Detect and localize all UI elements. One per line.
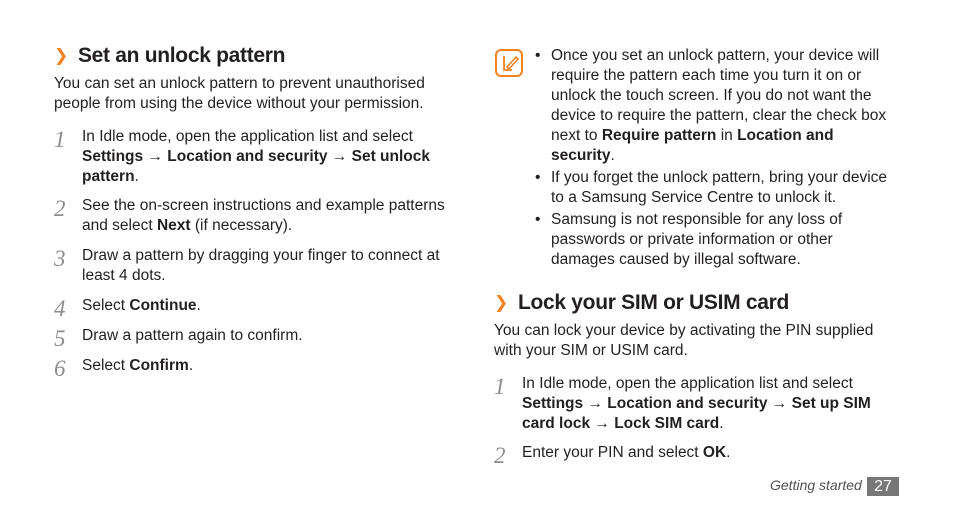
text-run: →: [143, 148, 168, 165]
text-run: .: [134, 168, 139, 185]
bold-term: Location and security: [607, 395, 768, 412]
bold-term: Set up SIM card lock: [522, 395, 871, 432]
text-run: Once you set an unlock pattern, your device will require the pattern each time you turn it on or unlock the touch screen. If you do not want the device to require the pattern, clear the check box next to: [551, 47, 887, 144]
bold-term: Continue: [129, 297, 197, 314]
step-item: [54, 326, 303, 351]
text-run: Select: [82, 357, 130, 374]
text-run: If you forget the unlock pattern, bring your device to a Samsung Service Centre to unlock it.: [551, 169, 888, 206]
text-run: (if necessary).: [190, 217, 293, 234]
text-run: Enter your PIN and select: [522, 444, 703, 461]
text-run: →: [767, 395, 792, 412]
step-text: [82, 128, 430, 185]
section-heading: ❯ Set an unlock pattern: [54, 44, 286, 67]
step-number: 2: [54, 196, 66, 221]
section-intro: You can set an unlock pattern to prevent unauthorised people from using the device without your permission.: [54, 75, 425, 112]
bold-term: Settings: [522, 395, 584, 412]
bold-term: Require pattern: [601, 127, 717, 144]
section-intro: You can lock your device by activating the PIN supplied with your SIM or USIM card.: [494, 322, 874, 359]
step-item: [54, 127, 454, 187]
bold-term: Location and security: [551, 127, 834, 164]
text-run: .: [719, 415, 724, 432]
step-number: 3: [54, 246, 66, 271]
step-item: [54, 356, 194, 381]
note-item: [530, 46, 900, 166]
text-run: In Idle mode, open the application list and select: [82, 128, 413, 145]
text-run: →: [590, 415, 615, 432]
step-text: [82, 327, 303, 344]
text-run: In Idle mode, open the application list and select: [522, 375, 853, 392]
text-run: →: [583, 395, 608, 412]
bold-term: Next: [156, 217, 191, 234]
text-run: See the on-screen instructions and example patterns and select: [82, 197, 445, 234]
note-item: [530, 210, 900, 270]
bold-term: OK: [702, 444, 727, 461]
chevron-right-icon: ❯: [54, 46, 68, 65]
bold-term: Lock SIM card: [614, 415, 720, 432]
step-number: 1: [494, 374, 506, 399]
text-run: .: [610, 147, 615, 164]
text-run: Select: [82, 297, 130, 314]
bold-term: Confirm: [129, 357, 189, 374]
text-run: →: [327, 148, 352, 165]
step-item: [54, 296, 201, 321]
text-run: Draw a pattern again to confirm.: [82, 327, 303, 344]
step-number: 1: [54, 127, 66, 152]
bold-term: Set unlock pattern: [82, 148, 430, 185]
step-item: [54, 246, 454, 286]
text-run: .: [196, 297, 201, 314]
text-run: Samsung is not responsible for any loss of passwords or private information or other damages caused by illegal software.: [551, 211, 843, 268]
note-item: [530, 168, 900, 208]
step-number: 5: [54, 326, 66, 351]
step-item: [494, 374, 894, 434]
step-text: [82, 297, 201, 314]
step-text: [82, 357, 193, 374]
chevron-right-icon: ❯: [494, 293, 508, 312]
step-number: 2: [494, 443, 506, 468]
note-pencil-icon: [494, 48, 524, 78]
section-heading: ❯ Lock your SIM or USIM card: [494, 291, 790, 314]
step-text: [522, 444, 730, 461]
step-number: 4: [54, 296, 66, 321]
step-text: [522, 375, 871, 432]
text-run: Draw a pattern by dragging your finger to connect at least 4 dots.: [82, 247, 440, 284]
text-run: .: [188, 357, 194, 374]
bold-term: Settings: [82, 148, 144, 165]
bold-term: Location and security: [167, 148, 328, 165]
step-text: [82, 247, 440, 284]
step-item: [54, 196, 454, 236]
step-text: [82, 197, 445, 234]
step-item: [494, 443, 731, 468]
text-run: .: [726, 444, 731, 461]
notes-list: [530, 46, 900, 272]
text-run: in: [716, 127, 738, 144]
step-number: 6: [54, 356, 66, 381]
footer-section-label: Getting started: [770, 477, 862, 493]
page-number: 27: [867, 477, 899, 496]
